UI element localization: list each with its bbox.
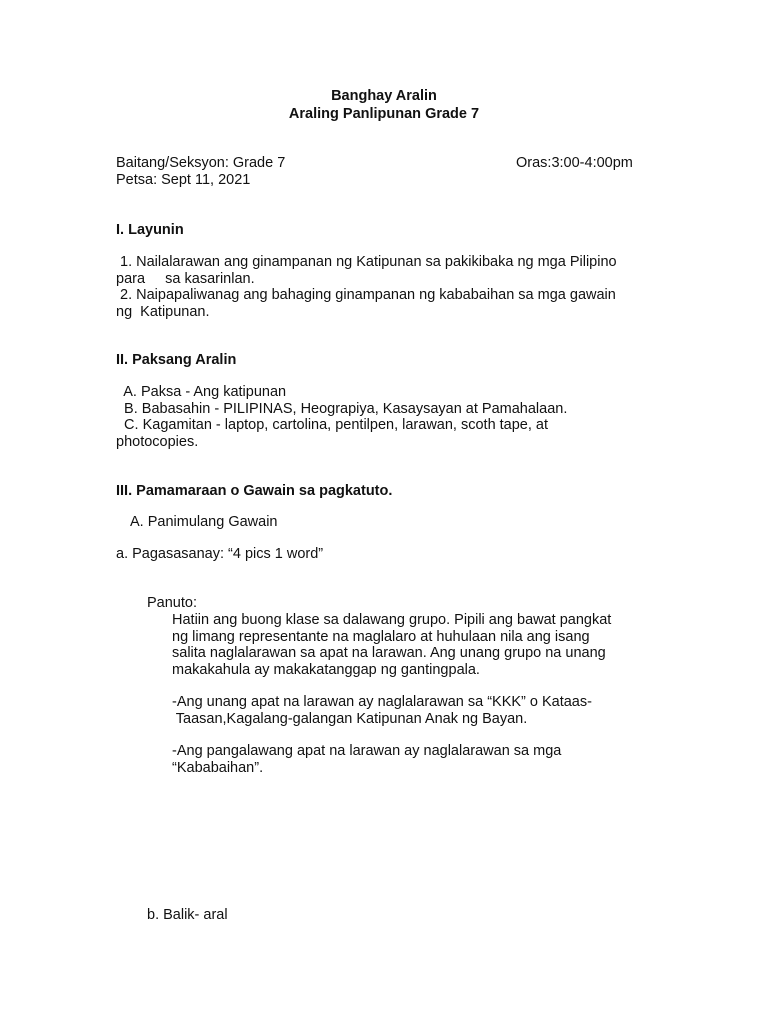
objective-1-line-1: 1. Nailalarawan ang ginampanan ng Katipunan sa pakikibaka ng mga Pilipino (116, 254, 617, 270)
panimulang-gawain: A. Panimulang Gawain (130, 514, 278, 530)
objective-2-line-1: 2. Naipapaliwanag ang bahaging ginampanan ng kababaihan sa mga gawain (116, 287, 616, 303)
panuto-line-2: ng limang representante na maglalaro at huhulaan nila ang isang (172, 629, 590, 645)
document-subtitle: Araling Panlipunan Grade 7 (288, 106, 480, 122)
objective-1-line-2: para sa kasarinlan. (116, 271, 255, 287)
pagsasanay-item: a. Pagasasanay: “4 pics 1 word” (116, 546, 324, 562)
babasahin-item: B. Babasahin - PILIPINAS, Heograpiya, Kasaysayan at Pamahalaan. (116, 401, 568, 417)
lesson-date: Petsa: Sept 11, 2021 (116, 172, 251, 188)
objective-2-line-2: ng Katipunan. (116, 304, 210, 320)
first-pics-line-1: -Ang unang apat na larawan ay naglalarawan sa “KKK” o Kataas- (172, 694, 592, 710)
document-title: Banghay Aralin (331, 88, 437, 104)
panuto-line-1: Hatiin ang buong klase sa dalawang grupo. Pipili ang bawat pangkat (172, 612, 612, 628)
balik-aral-item: b. Balik- aral (147, 907, 228, 923)
section-heading-layunin: I. Layunin (116, 222, 184, 238)
first-pics-line-2: Taasan,Kagalang-galangan Katipunan Anak ng Bayan. (172, 711, 528, 727)
class-time: Oras:3:00-4:00pm (516, 155, 633, 171)
panuto-line-3: salita naglalarawan sa apat na larawan. Ang unang grupo na unang (172, 645, 606, 661)
second-pics-line-2: “Kababaihan”. (172, 760, 264, 776)
kagamitan-item-continued: photocopies. (116, 434, 199, 450)
section-heading-pamamaraan: III. Pamamaraan o Gawain sa pagkatuto. (116, 483, 393, 499)
second-pics-line-1: -Ang pangalawang apat na larawan ay naglalarawan sa mga (172, 743, 562, 759)
grade-section: Baitang/Seksyon: Grade 7 (116, 155, 286, 171)
panuto-label: Panuto: (147, 595, 197, 611)
section-heading-paksang-aralin: II. Paksang Aralin (116, 352, 237, 368)
panuto-line-4: makakahula ay makakatanggap ng gantingpala. (172, 662, 480, 678)
kagamitan-item: C. Kagamitan - laptop, cartolina, pentilpen, larawan, scoth tape, at (116, 417, 549, 433)
paksa-item: A. Paksa - Ang katipunan (116, 384, 287, 400)
